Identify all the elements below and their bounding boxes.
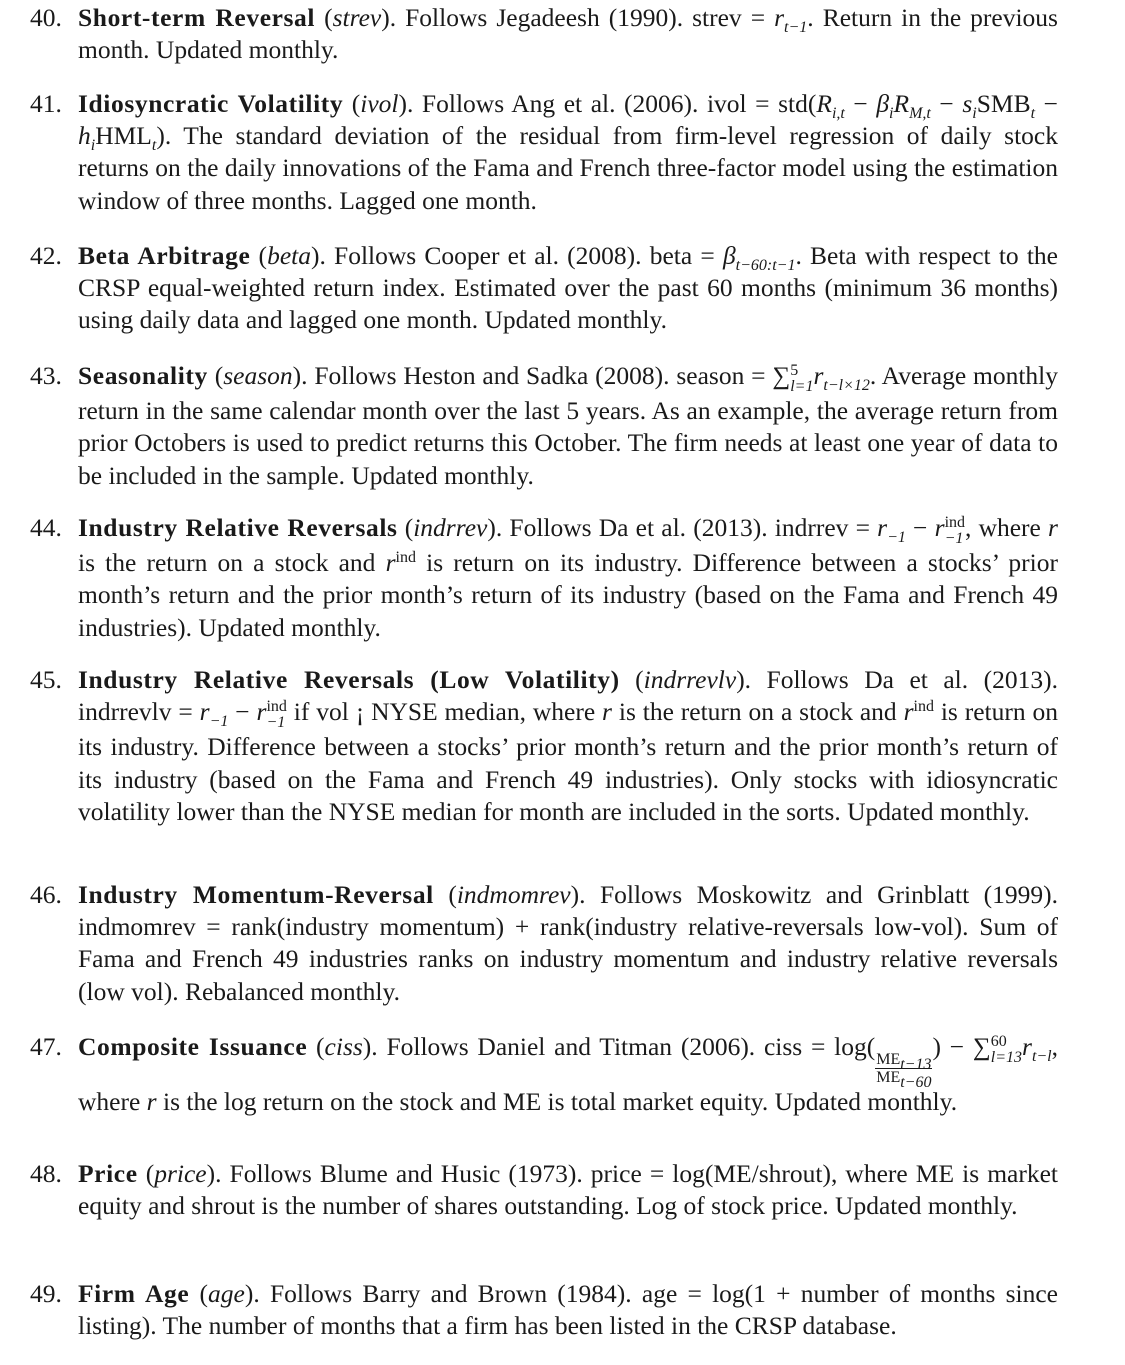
item-body xyxy=(78,360,1058,492)
item-abbreviation: season xyxy=(223,361,293,390)
item-number: 42. xyxy=(30,241,62,270)
math-fraction xyxy=(875,1050,932,1092)
item-body xyxy=(78,879,1058,1008)
item-text: ( xyxy=(207,361,224,390)
math-variable: r xyxy=(903,697,914,727)
item-abbreviation: ciss xyxy=(324,1032,363,1061)
item-text: ). Follows Da et al. (2013). indrrev = xyxy=(487,513,878,542)
math-variable: R xyxy=(816,89,832,118)
item-body xyxy=(78,2,1058,66)
math-limits xyxy=(991,1034,1022,1066)
math-subscript: t−13 xyxy=(900,1056,932,1074)
item-text: ). Follows Ang et al. (2006). ivol = std( xyxy=(398,89,817,118)
math-variable: r xyxy=(1048,513,1058,542)
item-text: is return on its industry. Difference between a stocks’ prior month’s return and the prior month’s return of its industry (based on the Fama and French 49 industries). Only stocks with idiosyncratic volatility lower than the NYSE median for month are included in the sorts. Updated monthly. xyxy=(78,697,1058,826)
item-text: ( xyxy=(137,1159,155,1188)
math-subscript: −1 xyxy=(209,712,229,730)
math-base: ME xyxy=(876,1050,901,1068)
math-variable: β xyxy=(876,89,890,118)
item-text: ( xyxy=(307,1032,325,1061)
item-number: 41. xyxy=(30,89,62,118)
item-text: ( xyxy=(250,241,268,270)
list-item-45 xyxy=(30,664,1058,828)
math-upper-limit: ind xyxy=(266,698,287,716)
list-item-48 xyxy=(30,1158,1058,1222)
item-text: , where xyxy=(965,513,1049,542)
list-item-47 xyxy=(30,1031,1058,1118)
math-subscript: i xyxy=(90,136,96,154)
summation-symbol: ∑ xyxy=(972,1034,991,1061)
item-text: ). Follows Cooper et al. (2008). beta = xyxy=(310,241,723,270)
item-text: ( xyxy=(315,3,333,32)
list-item-49 xyxy=(30,1278,1058,1342)
item-number: 49. xyxy=(30,1279,62,1308)
item-text: is the log return on the stock and ME is total market equity. Updated monthly. xyxy=(156,1086,958,1116)
list-item-41 xyxy=(30,88,1058,217)
math-subscript: t−60 xyxy=(900,1074,932,1092)
item-text: ( xyxy=(189,1279,209,1308)
math-lower-limit: −1 xyxy=(266,714,286,732)
list-item-42 xyxy=(30,240,1058,337)
item-abbreviation: ivol xyxy=(360,89,399,118)
math-subscript: M,t xyxy=(909,104,931,122)
item-text: ). Follows Daniel and Titman (2006). ciss = log( xyxy=(362,1032,876,1061)
item-abbreviation: strev xyxy=(332,3,382,32)
math-subscript: i,t xyxy=(831,104,845,122)
item-text: . Average monthly return in the same calendar month over the last 5 years. As an example, the average return from prior Octobers is used to predict returns this October. The firm needs at least one year of data to be included in the sample. Updated monthly. xyxy=(78,361,1058,490)
math-variable: r xyxy=(934,513,945,542)
item-title: Short-term Reversal xyxy=(78,3,316,32)
fraction-numerator xyxy=(875,1050,932,1074)
math-variable: r xyxy=(1022,1032,1032,1061)
math-limits xyxy=(266,699,286,731)
item-text: HML xyxy=(95,121,152,151)
math-lower-limit: l=1 xyxy=(790,378,814,396)
item-text: ). The standard deviation of the residual from firm-level regression of daily stock returns on the daily innovations of the Fama and French three-factor model using the estimation window of three months. Lagged one month. xyxy=(78,121,1058,215)
math-variable: β xyxy=(722,241,736,270)
item-text: is the return on a stock and xyxy=(611,697,904,727)
item-title: Industry Relative Reversals xyxy=(78,513,398,542)
item-title: Beta Arbitrage xyxy=(78,241,251,270)
math-variable: r xyxy=(199,697,210,727)
math-variable: r xyxy=(256,697,267,727)
item-text: ) − xyxy=(932,1032,973,1061)
item-text: − xyxy=(905,513,935,542)
item-text: − xyxy=(930,89,963,118)
item-text: ( xyxy=(433,880,457,909)
math-variable: r xyxy=(774,3,785,32)
item-abbreviation: indrrevlv xyxy=(643,665,737,694)
item-title: Industry Relative Reversals (Low Volatility) xyxy=(78,665,620,694)
item-abbreviation: beta xyxy=(267,241,311,270)
list-item-46 xyxy=(30,879,1058,1008)
math-variable: r xyxy=(385,548,396,578)
math-superscript: ind xyxy=(395,549,416,567)
math-subscript: i xyxy=(889,104,894,122)
item-number: 46. xyxy=(30,880,62,909)
item-text: ( xyxy=(397,513,414,542)
math-subscript: t−60:t−1 xyxy=(735,256,796,274)
item-text: . Return in the previous month. Updated monthly. xyxy=(78,3,1058,65)
item-abbreviation: indmomrev xyxy=(456,880,571,909)
math-subscript: t xyxy=(1030,104,1036,122)
item-abbreviation: price xyxy=(154,1159,207,1188)
item-text: is return on its industry. Difference between a stocks’ prior month’s return and the prior month’s return of its industry (based on the Fama and French 49 industries). Updated monthly. xyxy=(78,548,1058,642)
item-text: is the return on a stock and xyxy=(78,548,386,578)
item-text: ). Follows Heston and Sadka (2008). season = xyxy=(292,361,773,390)
math-variable: h xyxy=(78,121,91,151)
item-text: − xyxy=(844,89,877,118)
math-variable: r xyxy=(602,697,612,727)
math-upper-limit: 5 xyxy=(790,362,799,380)
item-number: 47. xyxy=(30,1032,62,1061)
math-variable: R xyxy=(893,89,910,118)
math-subscript: −1 xyxy=(887,528,906,546)
item-text: ). Follows Jegadeesh (1990). strev = xyxy=(381,3,775,32)
item-text: . Beta with respect to the CRSP equal-weighted return index. Estimated over the past 60 months (minimum 36 months) using daily data and lagged one month. Updated monthly. xyxy=(78,241,1058,335)
item-text: SMB xyxy=(976,89,1031,118)
math-subscript: t−l xyxy=(1031,1047,1052,1065)
math-upper-limit: ind xyxy=(944,514,966,532)
item-number: 45. xyxy=(30,665,62,694)
item-body xyxy=(78,1158,1058,1222)
math-limits xyxy=(790,363,813,395)
item-text: − xyxy=(1035,89,1058,118)
math-lower-limit: −1 xyxy=(944,530,964,548)
item-body xyxy=(78,1031,1058,1118)
math-subscript: t−l×12 xyxy=(823,376,870,394)
item-text: , where xyxy=(78,1032,1058,1116)
math-variable: s xyxy=(962,89,973,118)
item-text: ). Follows Da et al. (2013). indrrevlv = xyxy=(78,665,1058,727)
list-item-44 xyxy=(30,512,1058,644)
item-body xyxy=(78,512,1058,644)
item-number: 43. xyxy=(30,361,62,390)
item-text: if vol ¡ NYSE median, where xyxy=(286,697,603,727)
math-variable: r xyxy=(877,513,888,542)
item-body xyxy=(78,88,1058,217)
item-abbreviation: indrrev xyxy=(413,513,488,542)
item-body xyxy=(78,1278,1058,1342)
item-text: ( xyxy=(619,665,644,694)
math-limits xyxy=(945,515,965,547)
math-base: ME xyxy=(876,1068,901,1086)
item-title: Firm Age xyxy=(78,1279,190,1308)
item-body xyxy=(78,664,1058,828)
math-superscript: ind xyxy=(913,698,934,716)
item-abbreviation: age xyxy=(208,1279,245,1308)
math-subscript: t−1 xyxy=(784,18,808,36)
item-number: 40. xyxy=(30,3,62,32)
summation-symbol: ∑ xyxy=(772,363,791,390)
item-title: Seasonality xyxy=(78,361,208,390)
math-upper-limit: 60 xyxy=(990,1033,1007,1051)
math-subscript: t xyxy=(151,136,157,154)
item-text: ( xyxy=(343,89,361,118)
item-title: Composite Issuance xyxy=(78,1032,308,1061)
list-item-43 xyxy=(30,360,1058,492)
math-lower-limit: l=13 xyxy=(990,1049,1022,1067)
list-item-40 xyxy=(30,2,1058,66)
math-subscript: i xyxy=(972,104,977,122)
item-number: 48. xyxy=(30,1159,62,1188)
item-number: 44. xyxy=(30,513,62,542)
item-title: Idiosyncratic Volatility xyxy=(78,89,344,118)
item-body xyxy=(78,240,1058,337)
item-text: ). Follows Barry and Brown (1984). age = log(1 + number of months since listing). The number of months that a firm has been listed in the CRSP database. xyxy=(78,1279,1058,1341)
item-title: Price xyxy=(78,1159,138,1188)
item-text: ). Follows Blume and Husic (1973). price = log(ME/shrout), where ME is market equity and shrout is the number of shares outstanding. Log of stock price. Updated monthly. xyxy=(78,1159,1058,1221)
item-text: − xyxy=(228,697,257,727)
math-variable: r xyxy=(813,361,824,390)
item-text: ). Follows Moskowitz and Grinblatt (1999). indmomrev = rank(industry momentum) + rank(industry relative-reversals low-vol). Sum of Fama and French 49 industries ranks on industry momentum and industry relative reversals (low vol). Rebalanced monthly. xyxy=(78,880,1058,1006)
item-title: Industry Momentum-Reversal xyxy=(78,880,434,909)
math-variable: r xyxy=(146,1086,157,1116)
